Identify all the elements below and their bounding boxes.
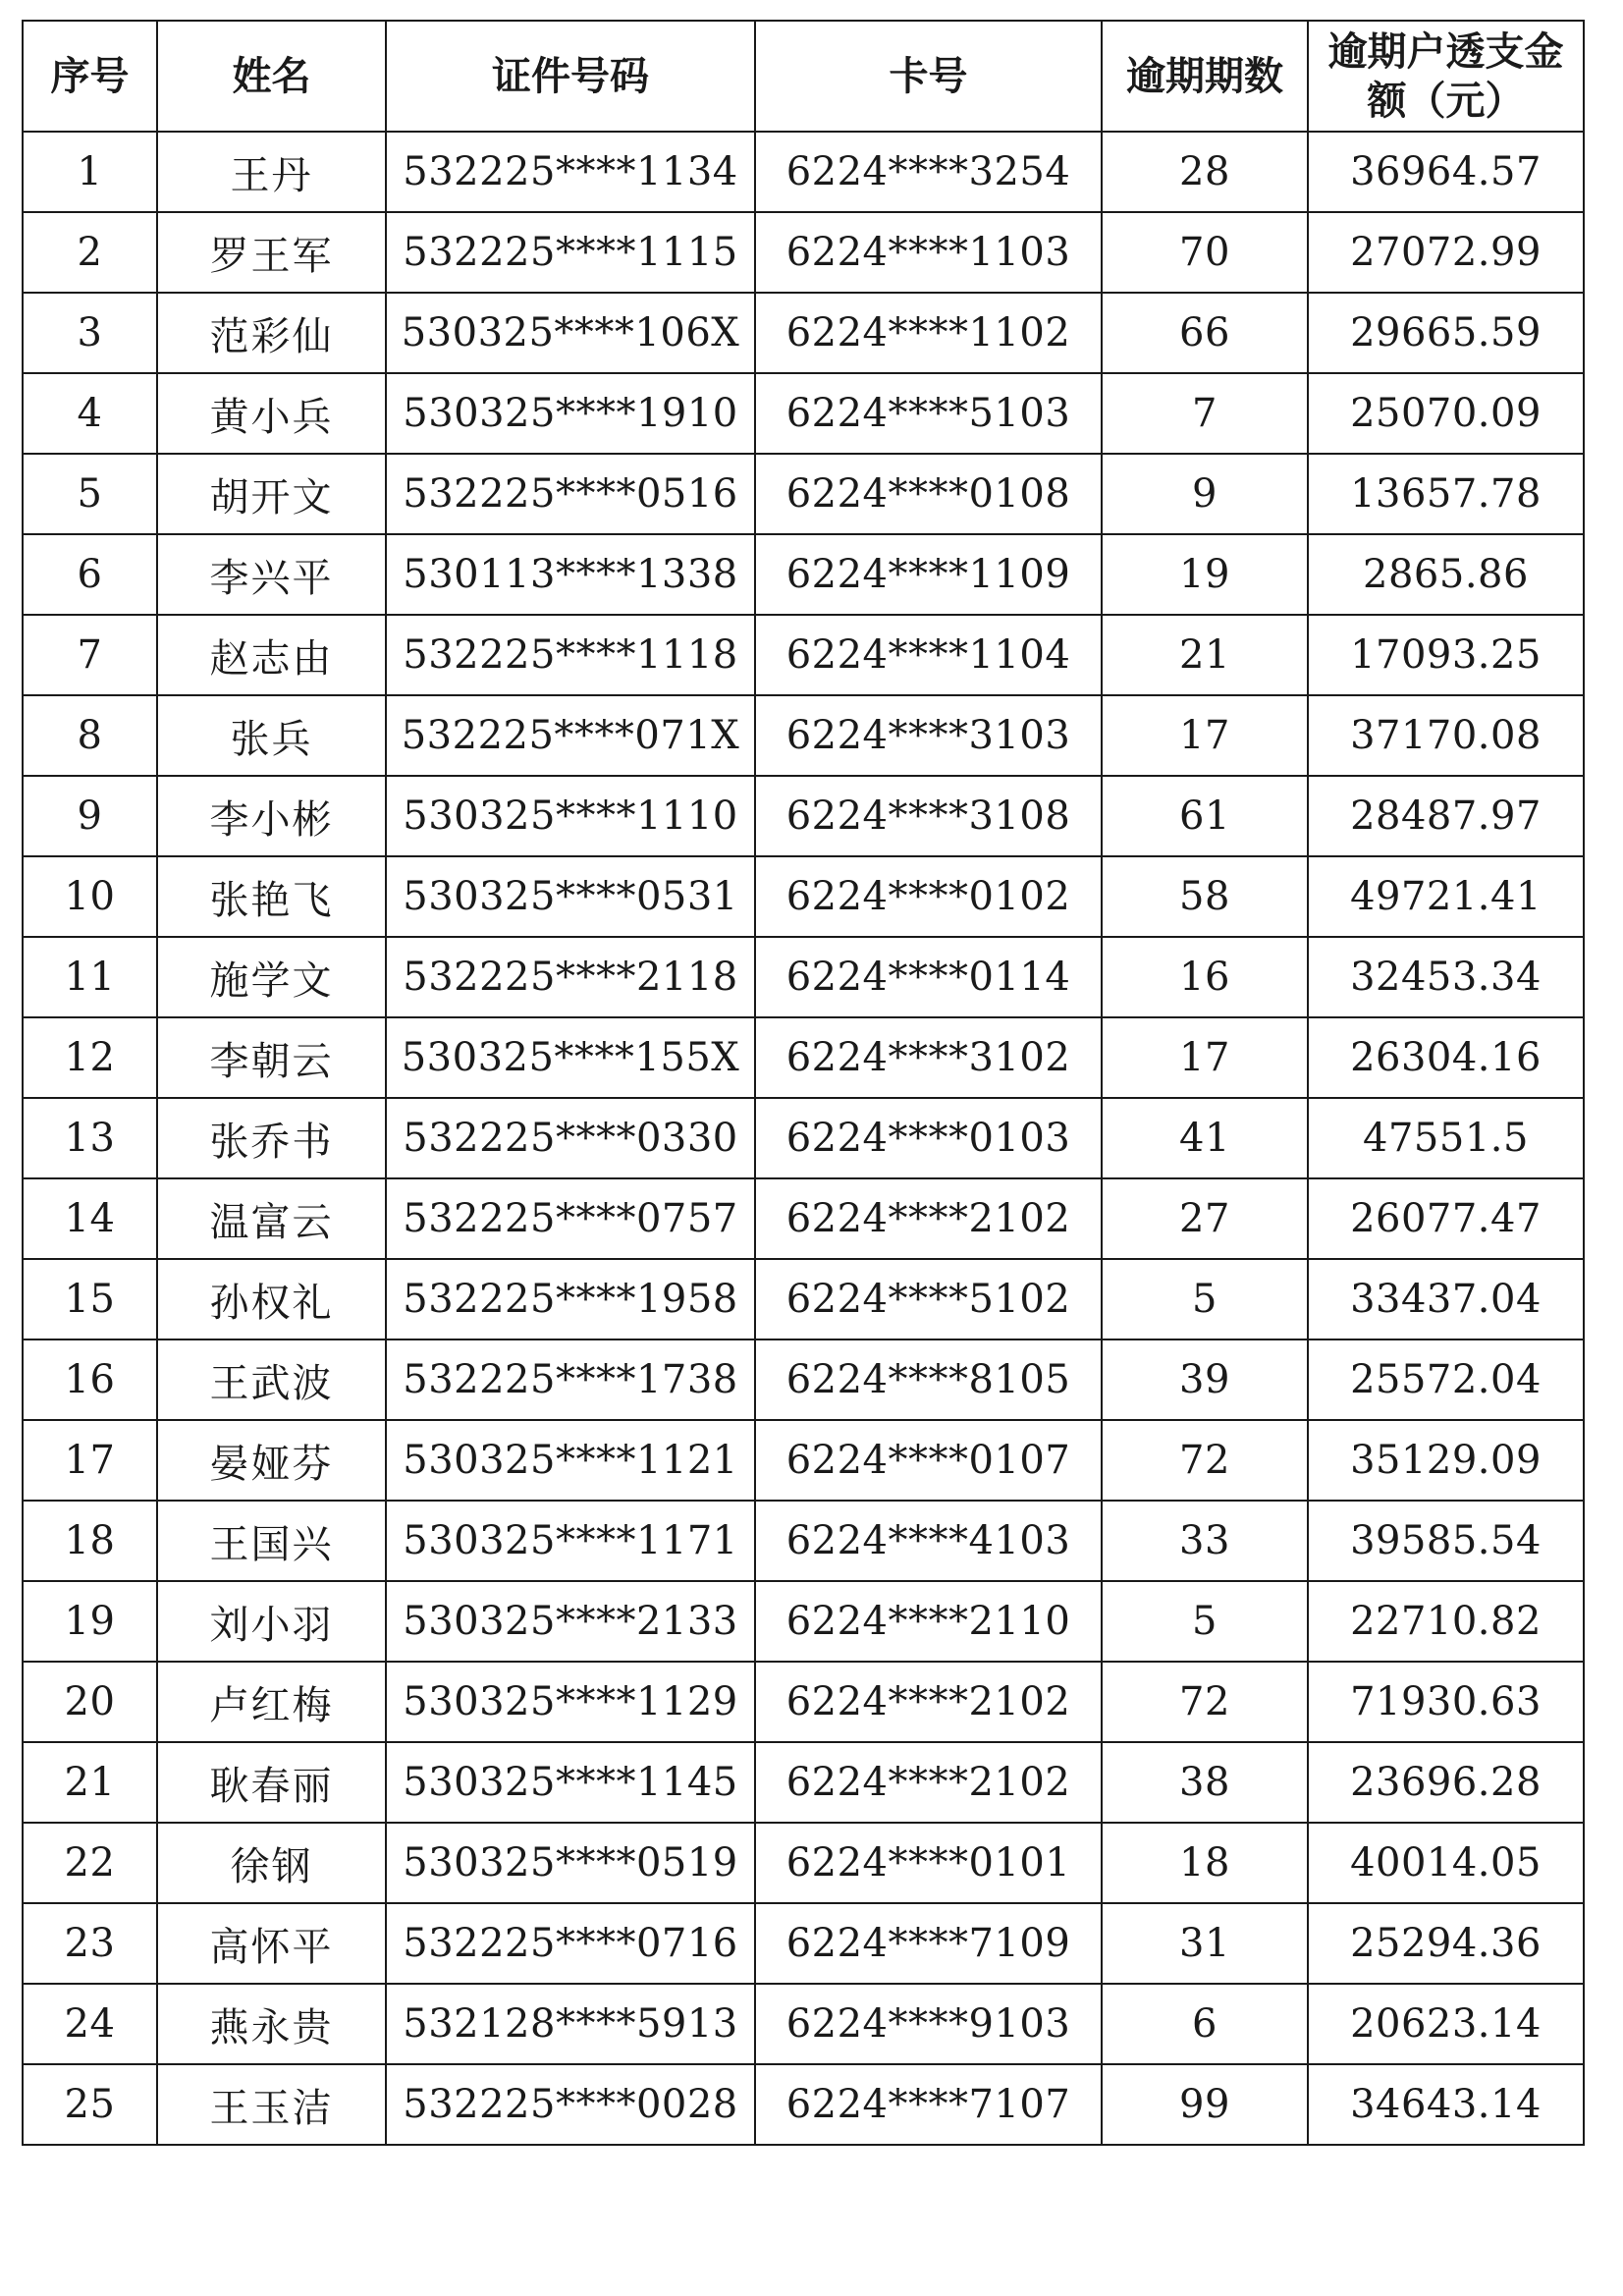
cell-overdue-periods: 6 <box>1102 1984 1308 2064</box>
table-row <box>23 1178 1584 1259</box>
cell-name: 范彩仙 <box>157 293 386 373</box>
cell-overdue-amount: 28487.97 <box>1308 776 1584 856</box>
cell-serial-number: 22 <box>23 1823 157 1903</box>
table-body <box>23 132 1584 2145</box>
cell-name: 张兵 <box>157 695 386 776</box>
cell-serial-number: 7 <box>23 615 157 695</box>
cell-serial-number: 17 <box>23 1420 157 1501</box>
header-overdue-periods: 逾期期数 <box>1102 21 1308 132</box>
cell-serial-number: 3 <box>23 293 157 373</box>
table-row <box>23 937 1584 1017</box>
cell-id-number: 530325****1145 <box>386 1742 755 1823</box>
cell-overdue-periods: 7 <box>1102 373 1308 454</box>
cell-card-number: 6224****3103 <box>755 695 1102 776</box>
cell-overdue-periods: 58 <box>1102 856 1308 937</box>
cell-name: 王玉洁 <box>157 2064 386 2145</box>
cell-id-number: 530113****1338 <box>386 534 755 615</box>
cell-card-number: 6224****7109 <box>755 1903 1102 1984</box>
cell-name: 高怀平 <box>157 1903 386 1984</box>
cell-name: 卢红梅 <box>157 1662 386 1742</box>
cell-id-number: 530325****1110 <box>386 776 755 856</box>
cell-serial-number: 10 <box>23 856 157 937</box>
cell-overdue-amount: 22710.82 <box>1308 1581 1584 1662</box>
cell-id-number: 530325****0519 <box>386 1823 755 1903</box>
cell-id-number: 532225****0516 <box>386 454 755 534</box>
cell-overdue-amount: 23696.28 <box>1308 1742 1584 1823</box>
cell-overdue-amount: 2865.86 <box>1308 534 1584 615</box>
cell-name: 徐钢 <box>157 1823 386 1903</box>
cell-name: 孙权礼 <box>157 1259 386 1339</box>
cell-id-number: 532225****1115 <box>386 212 755 293</box>
cell-overdue-periods: 33 <box>1102 1501 1308 1581</box>
cell-name: 赵志由 <box>157 615 386 695</box>
cell-name: 张艳飞 <box>157 856 386 937</box>
cell-id-number: 532225****2118 <box>386 937 755 1017</box>
cell-overdue-amount: 32453.34 <box>1308 937 1584 1017</box>
cell-overdue-periods: 31 <box>1102 1903 1308 1984</box>
cell-overdue-amount: 47551.5 <box>1308 1098 1584 1178</box>
cell-serial-number: 12 <box>23 1017 157 1098</box>
cell-id-number: 532225****0330 <box>386 1098 755 1178</box>
cell-name: 李兴平 <box>157 534 386 615</box>
cell-card-number: 6224****2102 <box>755 1742 1102 1823</box>
cell-overdue-periods: 5 <box>1102 1259 1308 1339</box>
cell-name: 罗王军 <box>157 212 386 293</box>
table-row <box>23 1742 1584 1823</box>
cell-name: 刘小羽 <box>157 1581 386 1662</box>
cell-card-number: 6224****8105 <box>755 1339 1102 1420</box>
cell-id-number: 532225****0757 <box>386 1178 755 1259</box>
table-row <box>23 1984 1584 2064</box>
cell-overdue-periods: 28 <box>1102 132 1308 212</box>
cell-id-number: 532225****1738 <box>386 1339 755 1420</box>
cell-card-number: 6224****0102 <box>755 856 1102 937</box>
cell-id-number: 530325****155X <box>386 1017 755 1098</box>
cell-serial-number: 8 <box>23 695 157 776</box>
cell-id-number: 530325****106X <box>386 293 755 373</box>
cell-id-number: 532128****5913 <box>386 1984 755 2064</box>
cell-serial-number: 25 <box>23 2064 157 2145</box>
cell-serial-number: 5 <box>23 454 157 534</box>
overdue-accounts-table <box>22 20 1585 2146</box>
cell-card-number: 6224****0108 <box>755 454 1102 534</box>
cell-card-number: 6224****3254 <box>755 132 1102 212</box>
cell-card-number: 6224****5103 <box>755 373 1102 454</box>
cell-card-number: 6224****1102 <box>755 293 1102 373</box>
cell-overdue-periods: 16 <box>1102 937 1308 1017</box>
cell-overdue-periods: 27 <box>1102 1178 1308 1259</box>
cell-overdue-amount: 26077.47 <box>1308 1178 1584 1259</box>
cell-name: 张乔书 <box>157 1098 386 1178</box>
header-serial-number: 序号 <box>23 21 157 132</box>
cell-card-number: 6224****2102 <box>755 1178 1102 1259</box>
cell-overdue-periods: 38 <box>1102 1742 1308 1823</box>
cell-card-number: 6224****0103 <box>755 1098 1102 1178</box>
cell-overdue-amount: 29665.59 <box>1308 293 1584 373</box>
header-id-number: 证件号码 <box>386 21 755 132</box>
cell-name: 黄小兵 <box>157 373 386 454</box>
cell-name: 王国兴 <box>157 1501 386 1581</box>
cell-overdue-periods: 41 <box>1102 1098 1308 1178</box>
cell-card-number: 6224****7107 <box>755 2064 1102 2145</box>
cell-overdue-amount: 17093.25 <box>1308 615 1584 695</box>
cell-overdue-amount: 37170.08 <box>1308 695 1584 776</box>
cell-id-number: 530325****1171 <box>386 1501 755 1581</box>
cell-overdue-amount: 71930.63 <box>1308 1662 1584 1742</box>
table-row <box>23 1339 1584 1420</box>
cell-serial-number: 21 <box>23 1742 157 1823</box>
header-row <box>23 21 1584 132</box>
table-row <box>23 293 1584 373</box>
header-card-number: 卡号 <box>755 21 1102 132</box>
cell-serial-number: 9 <box>23 776 157 856</box>
header-overdue-amount: 逾期户透支金额（元） <box>1308 21 1584 132</box>
cell-overdue-amount: 33437.04 <box>1308 1259 1584 1339</box>
cell-id-number: 530325****2133 <box>386 1581 755 1662</box>
cell-id-number: 532225****1958 <box>386 1259 755 1339</box>
cell-id-number: 532225****071X <box>386 695 755 776</box>
table-row <box>23 454 1584 534</box>
table-row <box>23 212 1584 293</box>
cell-serial-number: 15 <box>23 1259 157 1339</box>
table-row <box>23 615 1584 695</box>
cell-serial-number: 20 <box>23 1662 157 1742</box>
cell-serial-number: 19 <box>23 1581 157 1662</box>
table-row <box>23 776 1584 856</box>
table-row <box>23 534 1584 615</box>
cell-name: 李朝云 <box>157 1017 386 1098</box>
cell-overdue-periods: 66 <box>1102 293 1308 373</box>
cell-overdue-periods: 5 <box>1102 1581 1308 1662</box>
cell-card-number: 6224****1104 <box>755 615 1102 695</box>
cell-overdue-amount: 36964.57 <box>1308 132 1584 212</box>
cell-overdue-amount: 20623.14 <box>1308 1984 1584 2064</box>
table-row <box>23 373 1584 454</box>
cell-overdue-periods: 18 <box>1102 1823 1308 1903</box>
cell-overdue-amount: 49721.41 <box>1308 856 1584 937</box>
cell-serial-number: 11 <box>23 937 157 1017</box>
cell-id-number: 532225****1118 <box>386 615 755 695</box>
cell-name: 燕永贵 <box>157 1984 386 2064</box>
cell-serial-number: 1 <box>23 132 157 212</box>
cell-serial-number: 6 <box>23 534 157 615</box>
cell-card-number: 6224****4103 <box>755 1501 1102 1581</box>
cell-overdue-periods: 9 <box>1102 454 1308 534</box>
cell-overdue-amount: 25572.04 <box>1308 1339 1584 1420</box>
cell-card-number: 6224****0101 <box>755 1823 1102 1903</box>
cell-name: 施学文 <box>157 937 386 1017</box>
cell-overdue-amount: 34643.14 <box>1308 2064 1584 2145</box>
cell-serial-number: 16 <box>23 1339 157 1420</box>
cell-id-number: 532225****0716 <box>386 1903 755 1984</box>
table-row <box>23 1420 1584 1501</box>
table-header <box>23 21 1584 132</box>
cell-overdue-periods: 72 <box>1102 1420 1308 1501</box>
cell-overdue-periods: 72 <box>1102 1662 1308 1742</box>
cell-card-number: 6224****2102 <box>755 1662 1102 1742</box>
table-row <box>23 695 1584 776</box>
cell-name: 王武波 <box>157 1339 386 1420</box>
cell-id-number: 530325****1121 <box>386 1420 755 1501</box>
table-row <box>23 856 1584 937</box>
table-row <box>23 1581 1584 1662</box>
cell-card-number: 6224****0107 <box>755 1420 1102 1501</box>
cell-serial-number: 4 <box>23 373 157 454</box>
cell-overdue-amount: 39585.54 <box>1308 1501 1584 1581</box>
cell-card-number: 6224****5102 <box>755 1259 1102 1339</box>
cell-overdue-amount: 27072.99 <box>1308 212 1584 293</box>
cell-overdue-periods: 99 <box>1102 2064 1308 2145</box>
cell-overdue-periods: 17 <box>1102 695 1308 776</box>
cell-overdue-amount: 25070.09 <box>1308 373 1584 454</box>
table-row <box>23 1017 1584 1098</box>
cell-overdue-amount: 40014.05 <box>1308 1823 1584 1903</box>
cell-serial-number: 24 <box>23 1984 157 2064</box>
cell-overdue-periods: 39 <box>1102 1339 1308 1420</box>
cell-overdue-amount: 13657.78 <box>1308 454 1584 534</box>
table-row <box>23 2064 1584 2145</box>
cell-serial-number: 14 <box>23 1178 157 1259</box>
cell-card-number: 6224****1109 <box>755 534 1102 615</box>
table-row <box>23 1903 1584 1984</box>
cell-id-number: 530325****1129 <box>386 1662 755 1742</box>
header-name: 姓名 <box>157 21 386 132</box>
cell-card-number: 6224****0114 <box>755 937 1102 1017</box>
cell-name: 李小彬 <box>157 776 386 856</box>
cell-serial-number: 23 <box>23 1903 157 1984</box>
cell-id-number: 530325****0531 <box>386 856 755 937</box>
cell-overdue-amount: 26304.16 <box>1308 1017 1584 1098</box>
cell-card-number: 6224****9103 <box>755 1984 1102 2064</box>
table-row <box>23 1501 1584 1581</box>
table-row <box>23 1259 1584 1339</box>
cell-serial-number: 18 <box>23 1501 157 1581</box>
table-row <box>23 1098 1584 1178</box>
cell-serial-number: 2 <box>23 212 157 293</box>
cell-name: 温富云 <box>157 1178 386 1259</box>
cell-id-number: 530325****1910 <box>386 373 755 454</box>
table-row <box>23 1662 1584 1742</box>
cell-card-number: 6224****3108 <box>755 776 1102 856</box>
table-row <box>23 132 1584 212</box>
cell-id-number: 532225****0028 <box>386 2064 755 2145</box>
cell-serial-number: 13 <box>23 1098 157 1178</box>
cell-card-number: 6224****2110 <box>755 1581 1102 1662</box>
cell-overdue-periods: 21 <box>1102 615 1308 695</box>
cell-overdue-periods: 61 <box>1102 776 1308 856</box>
cell-name: 胡开文 <box>157 454 386 534</box>
cell-overdue-amount: 25294.36 <box>1308 1903 1584 1984</box>
cell-id-number: 532225****1134 <box>386 132 755 212</box>
cell-card-number: 6224****1103 <box>755 212 1102 293</box>
cell-overdue-periods: 19 <box>1102 534 1308 615</box>
cell-name: 王丹 <box>157 132 386 212</box>
cell-overdue-amount: 35129.09 <box>1308 1420 1584 1501</box>
cell-card-number: 6224****3102 <box>755 1017 1102 1098</box>
table-row <box>23 1823 1584 1903</box>
cell-name: 晏娅芬 <box>157 1420 386 1501</box>
cell-overdue-periods: 70 <box>1102 212 1308 293</box>
cell-name: 耿春丽 <box>157 1742 386 1823</box>
cell-overdue-periods: 17 <box>1102 1017 1308 1098</box>
